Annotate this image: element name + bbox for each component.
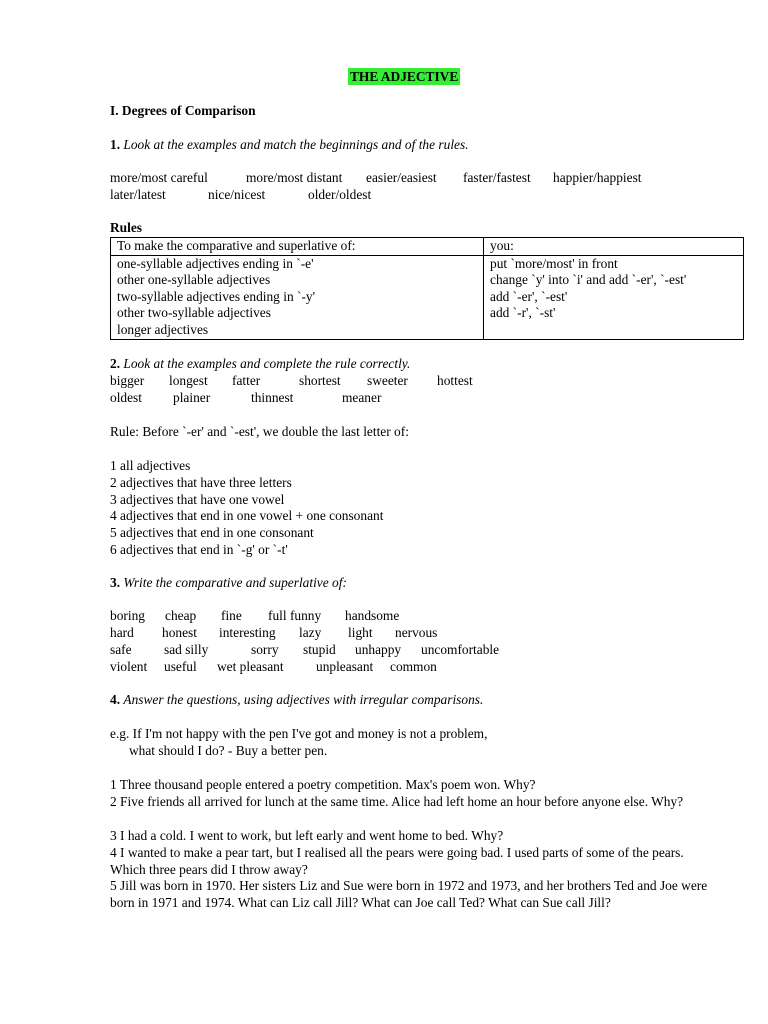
word: older/oldest (308, 187, 372, 202)
exercise-1-heading (110, 137, 469, 154)
word: unhappy (355, 642, 402, 657)
option-item: 2 adjectives that have three letters (110, 474, 292, 490)
word: hottest (437, 373, 473, 388)
word: fine (221, 608, 242, 623)
word: longest (169, 373, 208, 388)
word: honest (162, 625, 197, 640)
example-line-1: e.g. If I'm not happy with the pen I've got and money is not a problem, (110, 726, 488, 741)
word: common (390, 659, 437, 674)
word: nice/nicest (208, 187, 266, 202)
exercise-1-instruction: Look at the examples and match the beginnings and of the rules. (123, 137, 469, 152)
word: handsome (345, 608, 400, 623)
word: sad silly (164, 642, 209, 657)
rule-action: add `-er', `-est' (490, 288, 568, 304)
exercise-2-heading (110, 356, 410, 373)
rule-action: change `y' into `i' and add `-er', `-est' (490, 272, 687, 288)
word: uncomfortable (421, 642, 500, 657)
rule-condition: two-syllable adjectives ending in `-y' (117, 288, 316, 304)
exercise-3-instruction: Write the comparative and superlative of: (123, 575, 347, 590)
rule-condition: one-syllable adjectives ending in `-e' (117, 255, 314, 271)
word: boring (110, 608, 145, 623)
page-title: THE ADJECTIVE (350, 69, 459, 84)
word: violent (110, 659, 148, 674)
rules-right-column (484, 255, 744, 339)
word: light (348, 625, 373, 640)
exercise-1-words-line-2 (110, 187, 371, 204)
rules-header-right: you: (484, 238, 744, 256)
word: more/most careful (110, 170, 208, 185)
rule-action: put `more/most' in front (490, 255, 618, 271)
section-heading: I. Degrees of Comparison (110, 103, 256, 118)
option-item: 3 adjectives that have one vowel (110, 491, 285, 507)
word: lazy (299, 625, 322, 640)
word: useful (164, 659, 197, 674)
question-item: 4 I wanted to make a pear tart, but I realised all the pears were going bad. I used parts of some of the pears. Which three pears did I throw away? (110, 845, 684, 877)
exercise-3-row (110, 642, 499, 659)
rules-heading: Rules (110, 220, 142, 235)
exercise-2-instruction: Look at the examples and complete the rule correctly. (123, 356, 411, 371)
question-item: 5 Jill was born in 1970. Her sisters Liz and Sue were born in 1972 and 1973, and her brothers Ted and Joe were born in 1971 and 1974. What can Liz call Jill? What can Joe call Ted? What can Sue call Jill? (110, 878, 708, 910)
exercise-3-row (110, 625, 437, 642)
exercise-2-words-line-1 (110, 373, 473, 390)
word: later/latest (110, 187, 166, 202)
rules-table (110, 237, 744, 340)
rule-condition: longer adjectives (117, 321, 209, 337)
word: unpleasant (316, 659, 374, 674)
rule-action: add `-r', `-st' (490, 305, 556, 321)
option-item: 5 adjectives that end in one consonant (110, 525, 314, 541)
word: fatter (232, 373, 261, 388)
rules-table-header-row (111, 238, 744, 256)
word: bigger (110, 373, 145, 388)
word: meaner (342, 390, 382, 405)
rule-condition: other one-syllable adjectives (117, 272, 271, 288)
exercise-2-rule: Rule: Before `-er' and `-est', we double the last letter of: (110, 424, 409, 439)
word: shortest (299, 373, 341, 388)
question-item: 2 Five friends all arrived for lunch at the same time. Alice had left home an hour before anyone else. Why? (110, 794, 684, 809)
word: safe (110, 642, 132, 657)
word: sorry (251, 642, 279, 657)
exercise-3-heading (110, 575, 347, 592)
exercise-4-instruction: Answer the questions, using adjectives with irregular comparisons. (123, 692, 484, 707)
word: cheap (165, 608, 197, 623)
word: stupid (303, 642, 336, 657)
word: thinnest (251, 390, 294, 405)
option-item: 1 all adjectives (110, 458, 191, 473)
exercise-1-words-line-1 (110, 170, 642, 187)
word: interesting (219, 625, 276, 640)
option-item: 6 adjectives that end in `-g' or `-t' (110, 541, 288, 557)
word: nervous (395, 625, 438, 640)
exercise-2-options (110, 458, 383, 559)
exercise-3-row (110, 659, 437, 676)
word: oldest (110, 390, 142, 405)
word: more/most distant (246, 170, 343, 185)
word: hard (110, 625, 134, 640)
word: faster/fastest (463, 170, 531, 185)
rules-table-body-row (111, 255, 744, 339)
word: plainer (173, 390, 211, 405)
word: happier/happiest (553, 170, 642, 185)
word: easier/easiest (366, 170, 437, 185)
exercise-4-heading (110, 692, 483, 709)
rules-header-left: To make the comparative and superlative of: (111, 238, 484, 256)
word: wet pleasant (217, 659, 284, 674)
question-item: 1 Three thousand people entered a poetry competition. Max's poem won. Why? (110, 777, 536, 792)
rules-left-column (111, 255, 484, 339)
option-item: 4 adjectives that end in one vowel + one consonant (110, 508, 384, 524)
exercise-1-number: 1. (110, 137, 121, 152)
exercise-2-number: 2. (110, 356, 121, 371)
word: sweeter (367, 373, 408, 388)
exercise-4-number: 4. (110, 692, 121, 707)
question-item: 3 I had a cold. I went to work, but left early and went home to bed. Why? (110, 828, 504, 843)
rule-condition: other two-syllable adjectives (117, 305, 271, 321)
exercise-3-number: 3. (110, 575, 121, 590)
word: full funny (268, 608, 322, 623)
example-line-2: what should I do? - Buy a better pen. (129, 743, 328, 758)
exercise-3-row (110, 608, 399, 625)
exercise-2-words-line-2 (110, 390, 381, 407)
